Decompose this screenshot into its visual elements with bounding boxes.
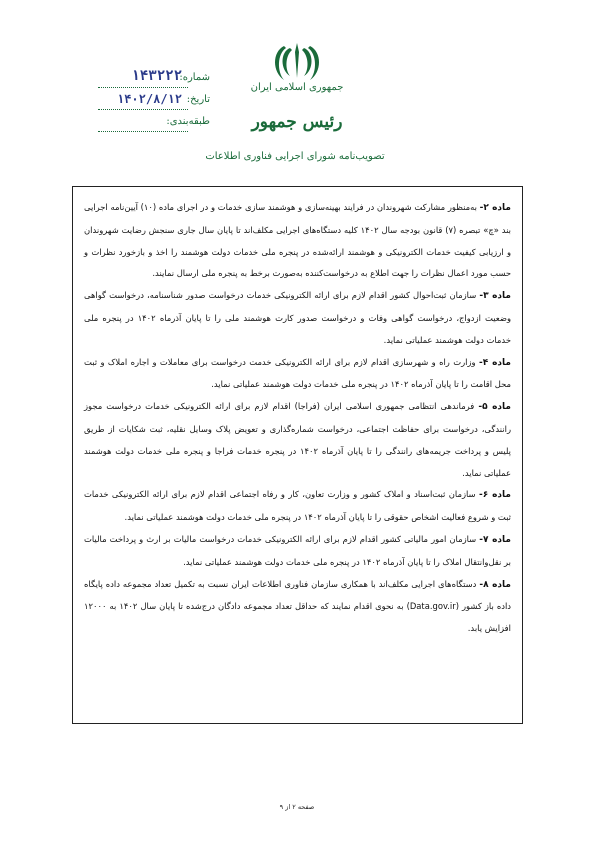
letter-meta [70, 68, 210, 134]
iran-emblem-icon [268, 40, 326, 82]
date-underline [98, 109, 188, 110]
classification-label: طبقه‌بندی: [166, 116, 210, 127]
number-underline [98, 87, 188, 88]
date-value: ۱۴۰۲/۸/۱۲ [116, 92, 182, 106]
article-5 [84, 396, 511, 484]
article-text: سازمان ثبت‌اسناد و املاک کشور و وزارت تعاون، کار و رفاه اجتماعی اقدام لازم برای ارائه الکترونیکی خدمات ثبت و شروع فعالیت اشخاص حقوقی را تا پایان آذرماه ۱۴۰۲ در پنجره ملی خدمات دولت هوشمند عملیاتی نماید. [84, 489, 511, 523]
article-title: ماده ۷- [479, 534, 511, 545]
article-text: سازمان ثبت‌احوال کشور اقدام لازم برای ارائه الکترونیکی خدمات درخواست صدور شناسنامه، درخواست گواهی وضعیت ازدواج، درخواست گواهی وفات و درخواست صدور کارت هوشمند ملی را تا پایان آذرماه ۱۴۰۲ در پنجره ملی خدمات دولت هوشمند عملیاتی نماید. [84, 290, 511, 345]
number-label: شماره: [179, 72, 210, 83]
article-title: ماده ۸- [479, 579, 511, 590]
article-7 [84, 529, 511, 574]
article-text: وزارت راه و شهرسازی اقدام لازم برای ارائه الکترونیکی خدمت درخواست برای معاملات و اجاره املاک و ثبت محل اقامت را تا پایان آذرماه ۱۴۰۲ در پنجره ملی خدمات دولت هوشمند عملیاتی نماید. [84, 356, 511, 390]
date-row [70, 90, 210, 112]
article-4 [84, 352, 511, 397]
article-8 [84, 574, 511, 640]
article-3 [84, 285, 511, 351]
number-value: ۱۴۳۲۲۲ [131, 68, 182, 84]
classification-underline [98, 131, 188, 132]
resolution-subtitle: تصویب‌نامه شورای اجرایی فناوری اطلاعات [205, 151, 385, 162]
article-6 [84, 484, 511, 529]
article-title: ماده ۳- [479, 291, 511, 302]
republic-title: جمهوری اسلامی ایران [250, 82, 344, 93]
article-text: سازمان امور مالیاتی کشور اقدام لازم برای ارائه الکترونیکی خدمات درخواست مالیات بر ارث و پرداخت مالیات بر نقل‌وانتقال املاک را تا پایان آذرماه ۱۴۰۲ در پنجره ملی خدمات دولت هوشمند عملیاتی نماید. [84, 533, 511, 567]
president-title: رئیس جمهور [251, 112, 343, 132]
date-label: تاریخ: [186, 94, 210, 105]
article-title: ماده ۴- [478, 357, 511, 368]
resolution-articles-box [72, 186, 523, 724]
article-text: دستگاه‌های اجرایی مکلف‌اند با همکاری سازمان فناوری اطلاعات ایران نسبت به تکمیل تعداد مجموعه داده پایگاه داده باز کشور (Data.gov.ir) به نحوی اقدام نمایند که حداقل تعداد مجموعه دادگان درج‌شده تا پایان سال ۱۴۰۲ به ۱۲۰۰۰ افزایش یابد. [84, 578, 511, 634]
number-row [70, 68, 210, 90]
article-text: فرماندهی انتظامی جمهوری اسلامی ایران (فراجا) اقدام لازم برای ارائه الکترونیکی خدمات درخواست مجوز رانندگی، درخواست برای حفاظت اجتماعی، درخواست شماره‌گذاری و تعویض پلاک وسایل نقلیه، ثبت شکایات از طریق پلیس و پرداخت جریمه‌های رانندگی را تا پایان آذرماه ۱۴۰۲ در پنجره خدمات فراجا و پنجره ملی خدمات دولت هوشمند عملیاتی نماید. [84, 401, 511, 478]
article-2 [84, 197, 511, 285]
article-title: ماده ۵- [478, 402, 511, 413]
classification-row [70, 112, 210, 134]
article-title: ماده ۲- [479, 203, 511, 213]
article-text: به‌منظور مشارکت شهروندان در فرایند بهینه‌سازی و هوشمند سازی خدمات و در اجرای ماده (۱۰) آیین‌نامه اجرایی بند «چ» تبصره (۷) قانون بودجه سال ۱۴۰۲ کلیه دستگاه‌های اجرایی مکلف‌اند تا پایان سال جاری سنجش رضایت شهروندان و ارزیابی کیفیت خدمات الکترونیکی و هوشمند ارائه‌شده در پنجره ملی خدمات دولت هوشمند را اخذ و بازخورد نظرات و حسب مورد اعمال نظرات را جهت اطلاع به درخواست‌کننده به‌صورت برخط به پنجره ملی ارسال نمایند. [84, 202, 511, 279]
article-title: ماده ۶- [478, 490, 511, 501]
page-number: صفحه ۲ از ۹ [279, 803, 315, 811]
